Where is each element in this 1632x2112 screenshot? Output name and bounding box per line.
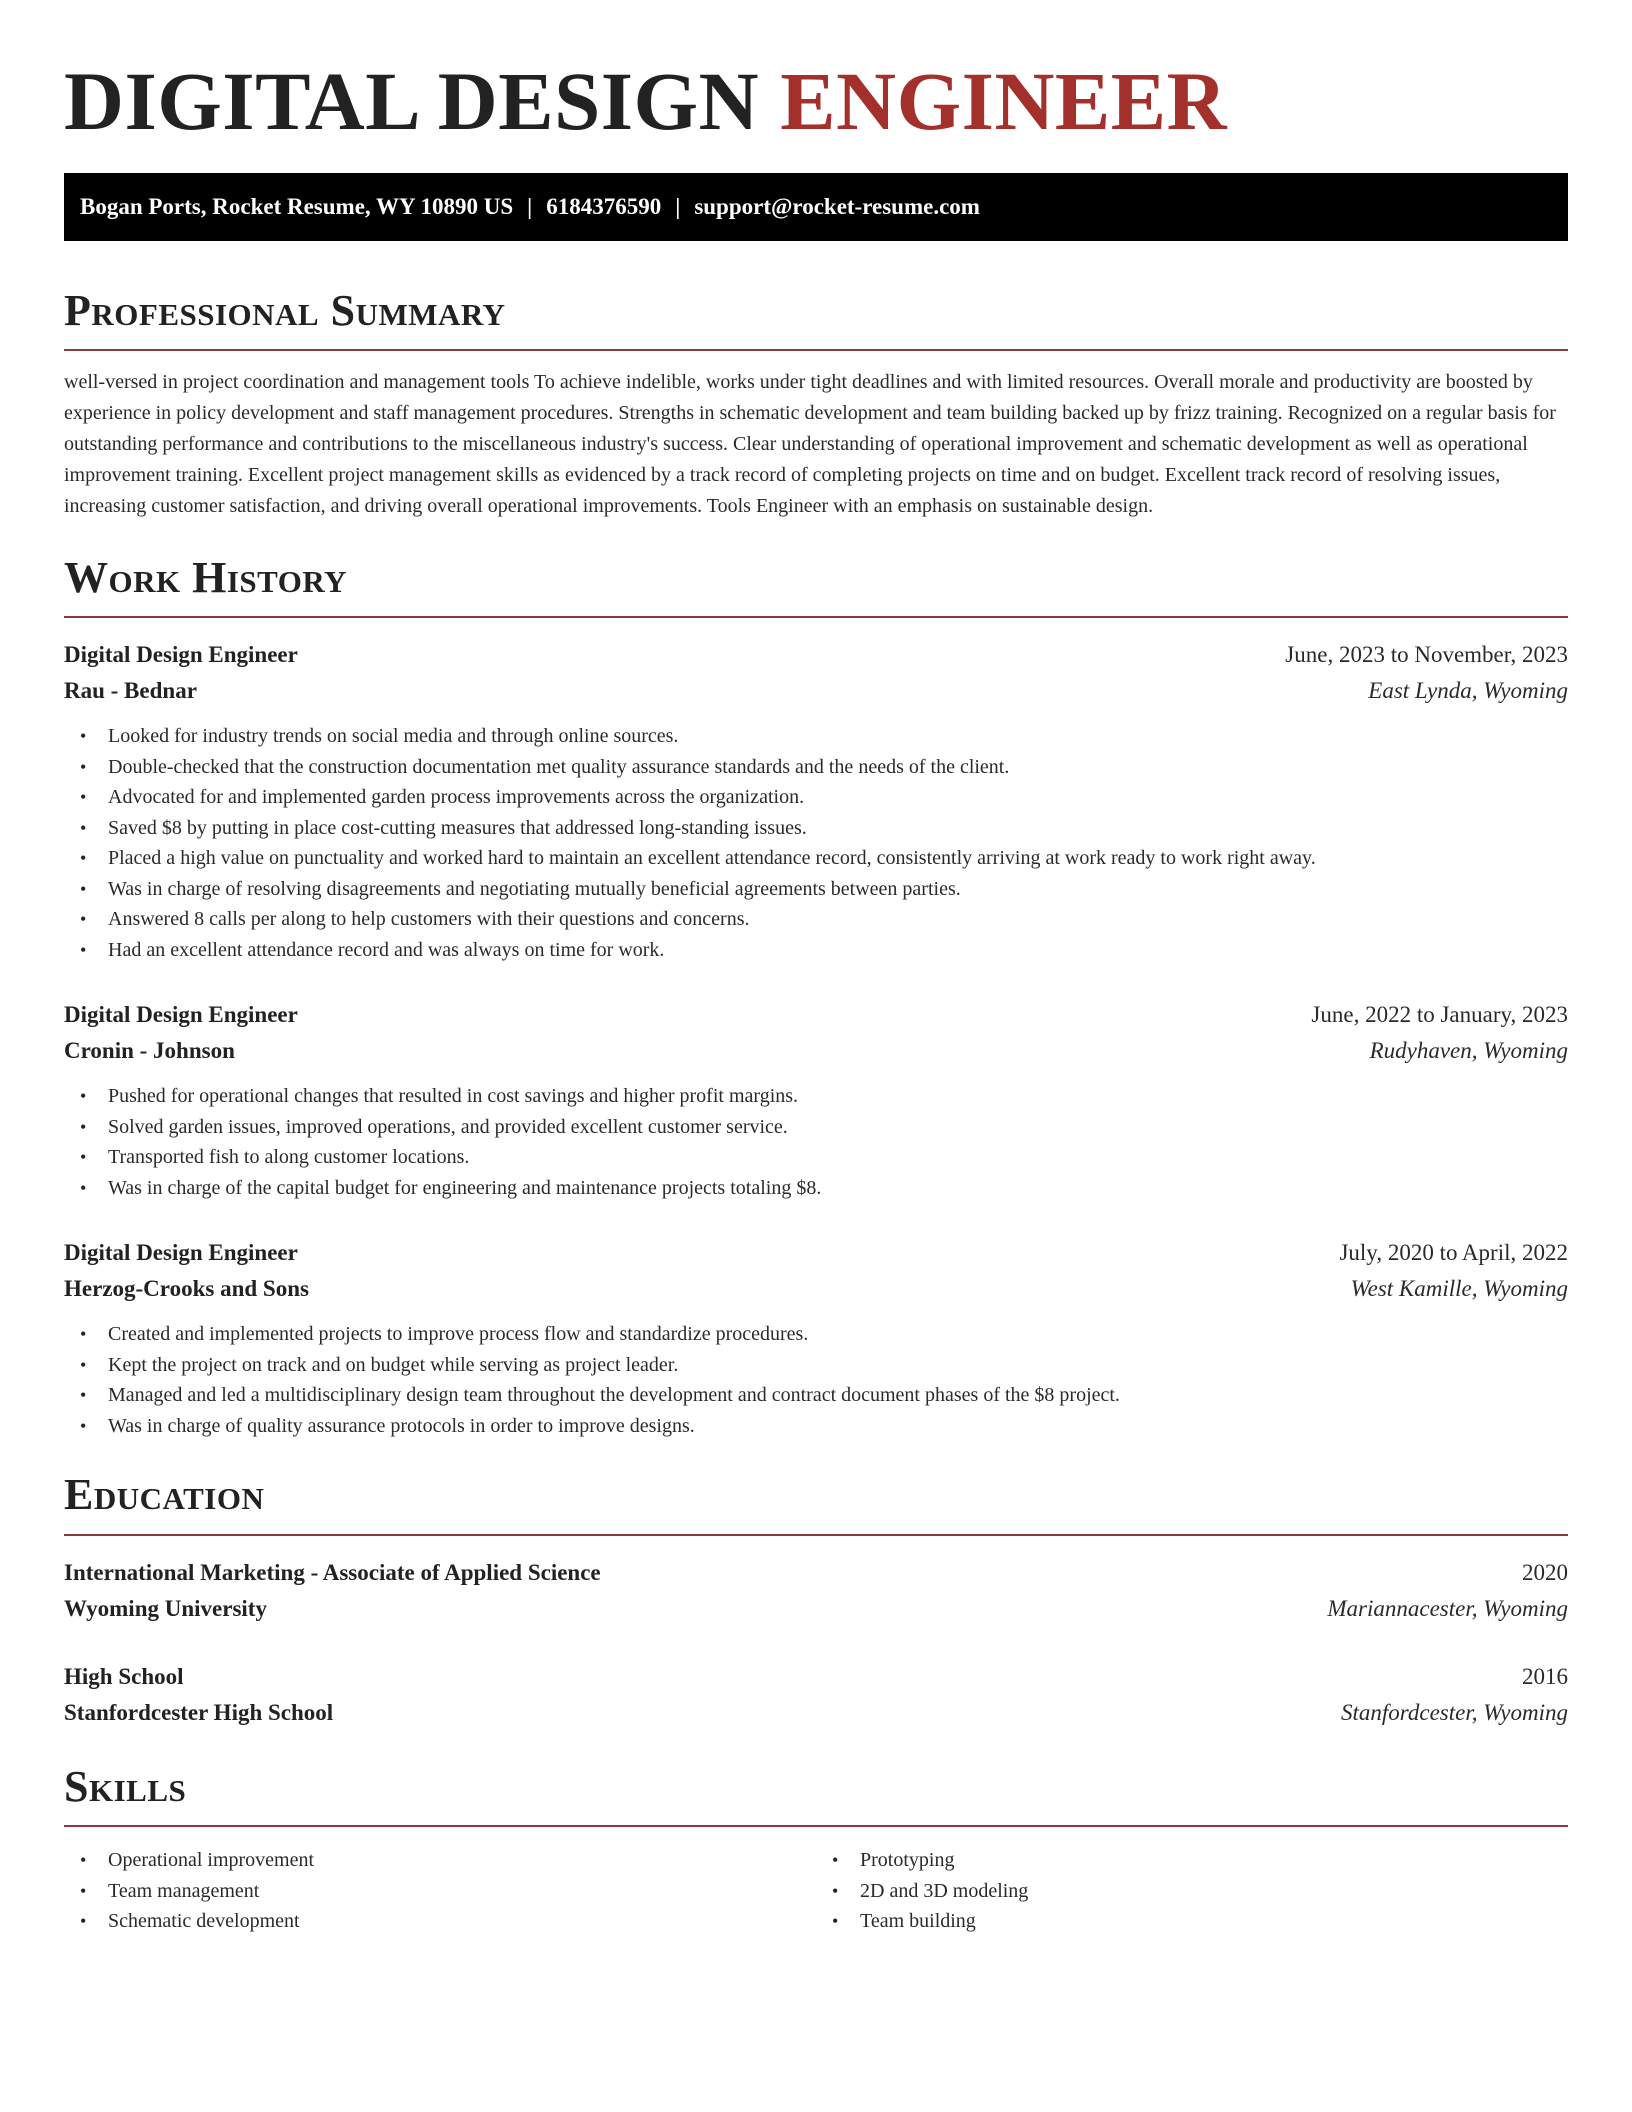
education-degree: International Marketing - Associate of Applied Science (64, 1559, 601, 1585)
job-company: Rau - Bednar (64, 678, 197, 704)
jobs-list (64, 637, 1568, 1441)
section-heading: Skills (64, 1761, 187, 1811)
job-location: West Kamille, Wyoming (1350, 1276, 1568, 1302)
contact-bar (64, 173, 1568, 241)
bullet-text: Saved $8 by putting in place cost-cutting measures that addressed long-standing issues. (108, 816, 807, 839)
job-company: Herzog-Crooks and Sons (64, 1276, 309, 1302)
bullet-text: Had an excellent attendance record and was always on time for work. (108, 938, 665, 961)
bullet-dot: • (80, 1086, 87, 1107)
bullet-item (80, 752, 1568, 783)
education-entry (64, 1555, 1568, 1627)
job-company-row (64, 1271, 1568, 1307)
bullet-item (80, 721, 1568, 752)
skills-list-right (816, 1845, 1568, 1937)
education-list (64, 1555, 1568, 1731)
bullet-text: Pushed for operational changes that resulted in cost savings and higher profit margins. (108, 1085, 799, 1108)
job-dates: July, 2020 to April, 2022 (1339, 1240, 1568, 1266)
skill-text: Team management (108, 1879, 260, 1902)
job-bullets (64, 1319, 1568, 1441)
bullet-text: Kept the project on track and on budget while serving as project leader. (108, 1353, 679, 1376)
skills-list-left (64, 1845, 816, 1937)
education-school-row (64, 1695, 1568, 1731)
job-entry (64, 1235, 1568, 1441)
bullet-text: Looked for industry trends on social media and through online sources. (108, 725, 679, 748)
skill-item (832, 1876, 1568, 1907)
bullet-dot: • (80, 909, 87, 930)
bullet-text: Created and implemented projects to improve process flow and standardize procedures. (108, 1323, 809, 1346)
bullet-text: Answered 8 calls per along to help customers with their questions and concerns. (108, 908, 750, 931)
bullet-dot: • (80, 817, 87, 838)
job-header-row (64, 637, 1568, 673)
skill-item (832, 1906, 1568, 1937)
title-accent: ENGINEER (780, 55, 1228, 147)
bullet-dot: • (80, 1116, 87, 1137)
education-year: 2020 (1522, 1559, 1568, 1585)
resume-title (64, 52, 1568, 152)
job-bullets (64, 721, 1568, 965)
bullet-text: Was in charge of quality assurance protocols in order to improve designs. (108, 1414, 695, 1437)
section-divider (64, 1534, 1568, 1536)
job-company: Cronin - Johnson (64, 1038, 235, 1064)
job-dates: June, 2023 to November, 2023 (1285, 642, 1568, 668)
education-school: Wyoming University (64, 1595, 267, 1621)
title-main: DIGITAL DESIGN (64, 55, 760, 147)
education-location: Mariannacester, Wyoming (1327, 1595, 1568, 1621)
education-degree: High School (64, 1663, 184, 1689)
job-entry (64, 997, 1568, 1203)
bullet-dot: • (80, 1385, 87, 1406)
bullet-item (80, 1112, 1568, 1143)
job-header-row (64, 997, 1568, 1033)
skill-text: Operational improvement (108, 1849, 315, 1872)
bullet-dot: • (80, 726, 87, 747)
job-location: Rudyhaven, Wyoming (1369, 1038, 1568, 1064)
education-header-row (64, 1659, 1568, 1695)
section-heading: Work History (64, 552, 348, 602)
job-role: Digital Design Engineer (64, 1240, 298, 1266)
job-location: East Lynda, Wyoming (1368, 678, 1568, 704)
job-role: Digital Design Engineer (64, 642, 298, 668)
bullet-dot: • (80, 1850, 87, 1871)
skill-item (832, 1845, 1568, 1876)
bullet-item (80, 1081, 1568, 1112)
bullet-dot: • (80, 1911, 87, 1932)
bullet-dot: • (80, 848, 87, 869)
education-school-row (64, 1591, 1568, 1627)
summary-paragraph: well-versed in project coordination and management tools To achieve indelible, works under tight deadlines and with limited resources. Overall morale and productivity are boosted by experience in policy development and staff management procedures. Strengths in schematic development and team building backed up by frizz training. Recognized on a regular basis for outstanding performance and contributions to the miscellaneous industry's success. Clear understanding of operational improvement and schematic development as well as operational improvement training. Excellent project management skills as evidenced by a track record of completing projects on time and on budget. Excellent track record of resolving issues, increasing customer satisfaction, and driving overall operational improvements. Tools Engineer with an emphasis on sustainable design. (64, 370, 1556, 517)
bullet-item (80, 1411, 1568, 1442)
job-header-row (64, 1235, 1568, 1271)
contact-separator: | (675, 193, 681, 219)
section-heading: Education (64, 1470, 265, 1520)
job-role: Digital Design Engineer (64, 1002, 298, 1028)
bullet-text: Was in charge of resolving disagreements and negotiating mutually beneficial agreements between parties. (108, 877, 961, 900)
skill-item (80, 1845, 816, 1876)
bullet-dot: • (80, 756, 87, 777)
job-company-row (64, 673, 1568, 709)
bullet-item (80, 1350, 1568, 1381)
education-entry (64, 1659, 1568, 1731)
bullet-dot: • (832, 1880, 839, 1901)
skill-item (80, 1876, 816, 1907)
job-entry (64, 637, 1568, 965)
bullet-item (80, 1142, 1568, 1173)
bullet-dot: • (80, 878, 87, 899)
bullet-text: Double-checked that the construction documentation met quality assurance standards and the needs of the client. (108, 755, 1010, 778)
bullet-item (80, 1173, 1568, 1204)
bullet-item (80, 874, 1568, 905)
bullet-text: Was in charge of the capital budget for engineering and maintenance projects totaling $8. (108, 1176, 822, 1199)
section-heading: Professional Summary (64, 285, 506, 335)
bullet-text: Placed a high value on punctuality and worked hard to maintain an excellent attendance record, consistently arriving at work ready to work right away. (108, 847, 1316, 870)
bullet-item (80, 935, 1568, 966)
bullet-item (80, 1319, 1568, 1350)
job-dates: June, 2022 to January, 2023 (1311, 1002, 1568, 1028)
bullet-item (80, 813, 1568, 844)
contact-separator: | (527, 193, 533, 219)
bullet-item (80, 904, 1568, 935)
contact-email: support@rocket-resume.com (694, 193, 980, 219)
section-divider (64, 616, 1568, 618)
bullet-dot: • (80, 1147, 87, 1168)
job-bullets (64, 1081, 1568, 1203)
bullet-dot: • (80, 1880, 87, 1901)
skill-text: 2D and 3D modeling (860, 1879, 1029, 1902)
skill-text: Schematic development (108, 1910, 300, 1933)
bullet-item (80, 843, 1568, 874)
bullet-dot: • (80, 1415, 87, 1436)
skill-text: Prototyping (860, 1849, 955, 1872)
bullet-dot: • (832, 1911, 839, 1932)
education-header-row (64, 1555, 1568, 1591)
contact-phone: 6184376590 (546, 193, 662, 219)
bullet-text: Transported fish to along customer locations. (108, 1146, 470, 1169)
education-year: 2016 (1522, 1663, 1568, 1689)
professional-summary-section (64, 287, 1568, 522)
contact-address: Bogan Ports, Rocket Resume, WY 10890 US (80, 193, 514, 219)
education-location: Stanfordcester, Wyoming (1340, 1699, 1568, 1725)
skill-item (80, 1906, 816, 1937)
skill-text: Team building (860, 1910, 976, 1933)
bullet-dot: • (80, 1177, 87, 1198)
skills-columns (64, 1845, 1568, 1937)
bullet-dot: • (80, 1324, 87, 1345)
bullet-item (80, 782, 1568, 813)
job-company-row (64, 1033, 1568, 1069)
work-history-section (64, 554, 1568, 1441)
bullet-item (80, 1380, 1568, 1411)
bullet-text: Managed and led a multidisciplinary design team throughout the development and contract document phases of the $8 project. (108, 1384, 1120, 1407)
bullet-dot: • (80, 787, 87, 808)
section-divider (64, 1825, 1568, 1827)
education-school: Stanfordcester High School (64, 1699, 334, 1725)
bullet-text: Advocated for and implemented garden process improvements across the organization. (108, 786, 805, 809)
bullet-dot: • (832, 1850, 839, 1871)
bullet-dot: • (80, 1354, 87, 1375)
bullet-dot: • (80, 939, 87, 960)
section-divider (64, 349, 1568, 351)
bullet-text: Solved garden issues, improved operations, and provided excellent customer service. (108, 1115, 788, 1138)
education-section (64, 1471, 1568, 1730)
skills-section (64, 1763, 1568, 1937)
